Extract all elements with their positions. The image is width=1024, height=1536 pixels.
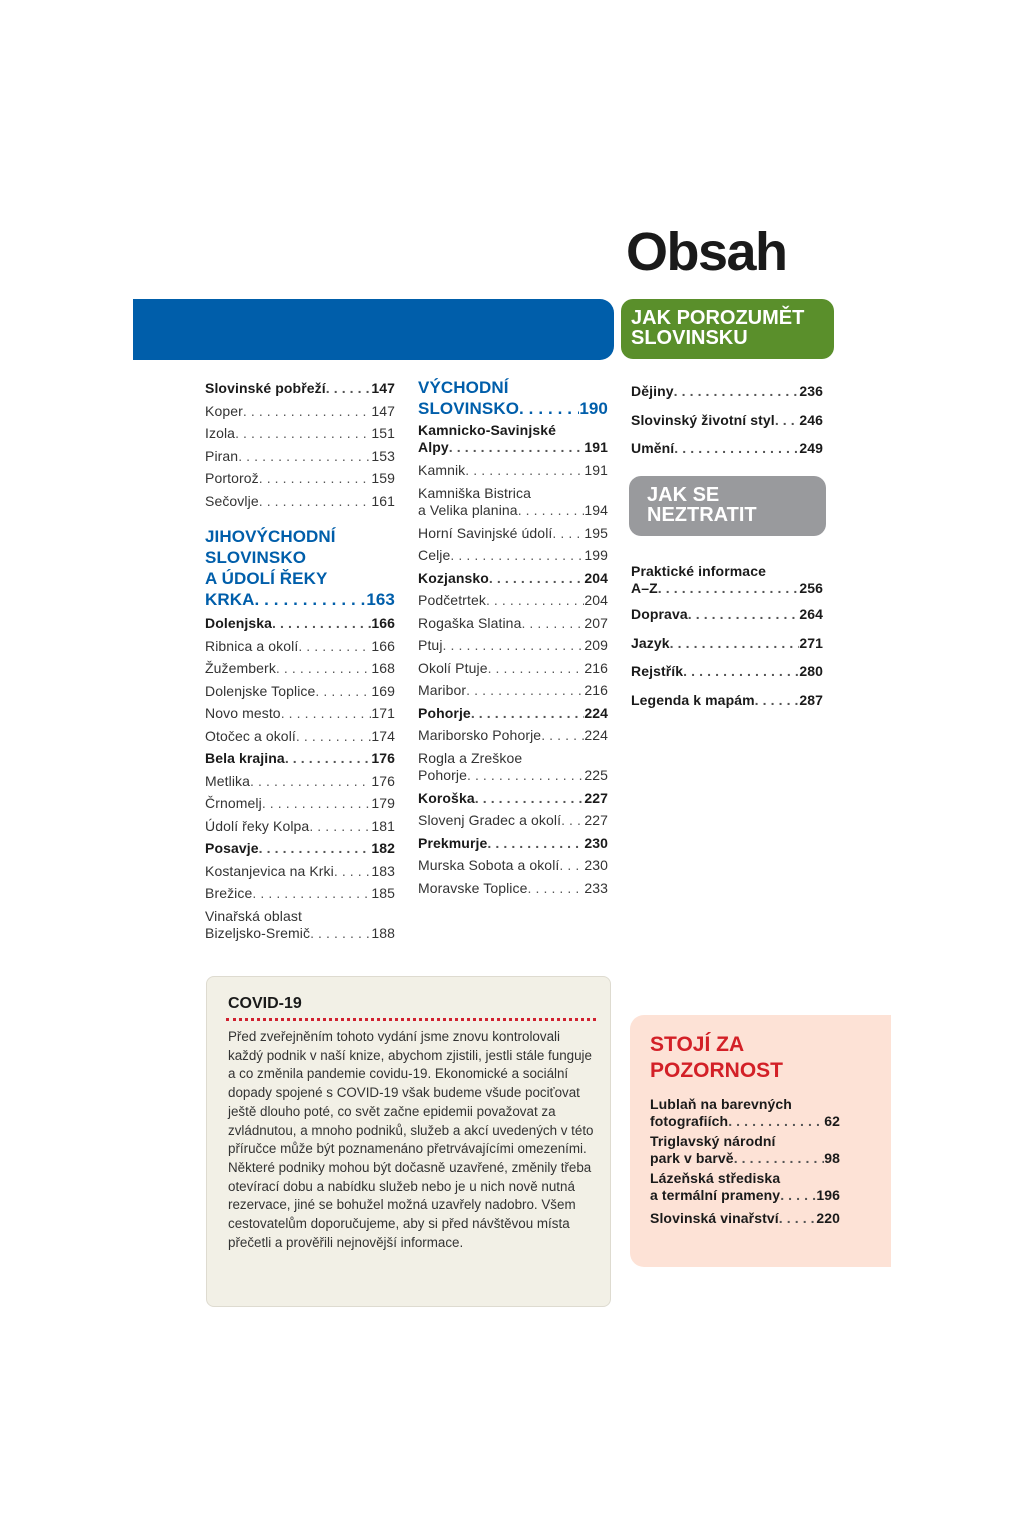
dot-leader	[309, 815, 371, 838]
dot-leader	[243, 400, 371, 423]
toc-page-number: 176	[371, 772, 395, 789]
dot-leader	[559, 854, 584, 877]
toc-entry-two-line[interactable]	[631, 563, 823, 597]
dot-leader	[276, 657, 371, 680]
pill-line: NEZTRATIT	[647, 504, 757, 526]
toc-entry[interactable]	[418, 398, 608, 419]
toc-entry[interactable]	[205, 770, 395, 793]
toc-entry-name: Črnomelj	[205, 795, 262, 811]
section-color-bar	[133, 299, 614, 360]
toc-entry-name-line: Vinařská oblast	[205, 907, 302, 924]
toc-column-3-survival	[631, 560, 823, 714]
toc-entry-name: Kostanjevica na Krki	[205, 862, 334, 879]
toc-entry-name: Piran	[205, 447, 239, 464]
toc-entry[interactable]	[418, 854, 608, 877]
toc-page-number: 183	[371, 862, 395, 879]
toc-entry-name: SLOVINSKO	[418, 399, 520, 418]
dot-leader	[489, 567, 584, 590]
toc-page-number: 280	[799, 663, 823, 679]
toc-entry-name: Kamnik	[418, 462, 466, 478]
toc-entry[interactable]	[205, 837, 395, 860]
toc-page-number: 199	[584, 547, 608, 563]
dot-leader	[326, 377, 372, 400]
toc-page-number: 161	[371, 492, 395, 509]
toc-entry-name: KRKA	[205, 590, 255, 609]
toc-entry-two-line[interactable]	[650, 1096, 840, 1130]
toc-entry-name: Maribor	[418, 682, 467, 698]
toc-entry[interactable]	[418, 634, 608, 657]
toc-entry-name: Umění	[631, 440, 675, 456]
dot-leader	[779, 1207, 817, 1229]
dot-leader	[488, 657, 585, 680]
toc-entry-name: Bizeljsko-Sremič	[205, 924, 311, 941]
toc-entry[interactable]	[205, 589, 395, 610]
toc-entry-name-line: Lublaň na barevných	[650, 1096, 792, 1112]
dot-leader	[465, 459, 584, 482]
toc-page-number: 216	[584, 659, 608, 676]
toc-page-number: 62	[824, 1113, 840, 1129]
toc-page-number: 194	[584, 501, 608, 518]
toc-entry[interactable]	[205, 860, 395, 883]
toc-page-number: 204	[584, 592, 608, 608]
toc-entry[interactable]	[418, 809, 608, 832]
toc-page-number: 188	[371, 924, 395, 941]
toc-entry-name: Murska Sobota a okolí	[418, 857, 560, 873]
toc-page-number: 191	[584, 462, 608, 478]
toc-entry[interactable]	[418, 679, 608, 702]
toc-entry-name: Metlika	[205, 772, 251, 789]
toc-page-number: 233	[584, 879, 608, 896]
toc-page-number: 190	[579, 399, 608, 418]
toc-entry-two-line[interactable]	[418, 750, 608, 784]
section-heading-line: SLOVINSKO	[205, 548, 307, 567]
toc-page-number: 224	[584, 704, 608, 721]
toc-entry[interactable]	[205, 815, 395, 838]
dot-leader	[475, 787, 585, 810]
toc-entry[interactable]	[418, 459, 608, 482]
toc-entry-name: Otočec a okolí	[205, 727, 296, 744]
toc-entry[interactable]	[418, 877, 608, 900]
dot-leader	[285, 747, 372, 770]
toc-page-number: 169	[371, 682, 395, 699]
spacer	[205, 512, 395, 526]
toc-entry[interactable]	[205, 400, 395, 423]
dot-leader	[670, 629, 800, 658]
toc-entry-name: Koper	[205, 402, 243, 419]
toc-entry-name: Moravske Toplice	[418, 879, 528, 896]
dot-leader	[467, 767, 584, 784]
dot-leader	[443, 634, 585, 657]
dot-leader	[450, 544, 584, 567]
dot-leader	[541, 724, 584, 747]
dot-leader	[728, 1113, 824, 1130]
toc-entry[interactable]	[205, 422, 395, 445]
toc-entry-name: Rejstřík	[631, 663, 684, 679]
toc-entry-name: Sečovlje	[205, 492, 259, 509]
toc-entry-name: Žužemberk	[205, 660, 276, 676]
pill-line: JAK POROZUMĚT	[631, 307, 805, 329]
toc-entry[interactable]	[631, 629, 823, 658]
toc-entry-name: Ribnica a okolí	[205, 637, 299, 654]
dot-leader	[486, 589, 584, 612]
toc-entry-name: Prekmurje	[418, 834, 488, 851]
toc-entry-name: Izola	[205, 425, 236, 441]
toc-entry[interactable]	[631, 600, 823, 629]
dotted-divider	[226, 1018, 596, 1021]
toc-entry-name: Jazyk	[631, 634, 670, 651]
pill-line: JAK SE	[647, 484, 720, 506]
dot-leader	[310, 925, 371, 942]
toc-entry[interactable]	[418, 589, 608, 612]
toc-entry-name-line: Triglavský národní	[650, 1133, 776, 1149]
toc-page-number: 176	[371, 750, 395, 766]
toc-page-number: 147	[371, 402, 395, 419]
toc-page-number: 227	[584, 812, 608, 828]
toc-page-number: 147	[371, 380, 395, 396]
toc-page-number: 204	[584, 569, 608, 586]
highlights-title-line: POZORNOST	[650, 1059, 784, 1082]
dot-leader	[296, 725, 371, 748]
toc-page-number: 271	[799, 634, 823, 651]
toc-entry-name: Dolenjske Toplice	[205, 682, 316, 699]
toc-entry[interactable]	[205, 792, 395, 815]
dot-leader	[528, 877, 585, 900]
toc-entry-name: a termální prameny	[650, 1187, 781, 1203]
dot-leader	[658, 580, 800, 597]
toc-entry-name: Slovenj Gradec a okolí	[418, 812, 562, 828]
toc-section-heading[interactable]	[205, 526, 395, 610]
toc-entry[interactable]	[205, 467, 395, 490]
toc-entry-two-line[interactable]	[418, 422, 608, 456]
toc-page-number: 207	[584, 614, 608, 631]
highlights-title-line: STOJÍ ZA	[650, 1033, 745, 1056]
toc-entry-name-line: Praktické informace	[631, 563, 766, 579]
dot-leader	[259, 490, 372, 513]
toc-entry[interactable]	[205, 725, 395, 748]
toc-entry-name: Koroška	[418, 789, 475, 806]
toc-entry[interactable]	[205, 680, 395, 703]
dot-leader	[487, 832, 584, 855]
section-heading-line: A ÚDOLÍ ŘEKY	[205, 569, 328, 588]
dot-leader	[466, 679, 584, 702]
toc-entry[interactable]	[205, 635, 395, 658]
toc-entry-name: park v barvě	[650, 1150, 734, 1166]
toc-entry-name: Okolí Ptuje	[418, 659, 488, 676]
toc-page-number: 287	[799, 691, 823, 708]
toc-page-number: 163	[366, 590, 395, 609]
toc-entry[interactable]	[205, 490, 395, 513]
toc-page-number: 185	[371, 885, 395, 901]
toc-entry[interactable]	[205, 445, 395, 468]
toc-page-number: 151	[371, 425, 395, 441]
toc-entry-two-line[interactable]	[650, 1133, 840, 1167]
toc-page-number: 220	[816, 1210, 840, 1226]
dot-leader	[238, 445, 371, 468]
toc-entry-name: Alpy	[418, 439, 449, 455]
toc-entry-two-line[interactable]	[205, 908, 395, 942]
toc-entry-name: A–Z	[631, 580, 658, 596]
toc-entry-name: Doprava	[631, 606, 688, 622]
toc-page-number: 168	[371, 660, 395, 676]
toc-entry[interactable]	[650, 1113, 840, 1130]
dot-leader	[449, 439, 585, 456]
dot-leader	[674, 377, 800, 406]
dot-leader	[315, 680, 371, 703]
dot-leader	[674, 434, 799, 463]
toc-entry[interactable]	[631, 434, 823, 463]
toc-page-number: 171	[371, 705, 395, 721]
toc-entry[interactable]	[205, 882, 395, 905]
toc-page-number: 181	[371, 817, 395, 834]
toc-entry-name: Mariborsko Pohorje	[418, 727, 542, 743]
toc-entry-name: Slovinský životní styl	[631, 411, 775, 428]
toc-entry-name: Celje	[418, 547, 451, 563]
toc-entry[interactable]	[205, 657, 395, 680]
dot-leader	[683, 657, 799, 686]
dot-leader	[259, 467, 372, 490]
toc-page-number: 166	[371, 615, 395, 631]
toc-entry-name-line: Lázeňská střediska	[650, 1170, 781, 1186]
toc-entry-name: a Velika planina	[418, 501, 518, 518]
covid-text: Před zveřejněním tohoto vydání jsme znovu kontrolovali každý podnik v naší knize, abychom zjistili, jestli stále funguje a co změnila pandemie covidu-19. Ekonomické a sociální dopady spojené s COVID-19 však budeme všude pociťovat ještě dlouho poté, co svět začne epidemii považovat za zvládnutou, a mnoho podniků, služeb a akcí uvedených v této příručce může být poznamenáno přetrvávajícími omezeními. Některé podniky mohou být dočasně uzavřené, změnily třeba otevírací dobu a nabídku služeb nebo je u nich nově nutná rezervace, jiné se bohužel možná uzavřely nadobro. Všem cestovatelům doporučujeme, aby si před návštěvou místa přečetli a prověřili nejnovější informace.	[228, 1029, 594, 1250]
toc-entry[interactable]	[418, 724, 608, 747]
toc-entry-name: Bela krajina	[205, 750, 285, 766]
toc-section-heading[interactable]	[418, 377, 608, 419]
toc-entry[interactable]	[650, 1187, 840, 1204]
toc-entry-name: Dolenjska	[205, 615, 273, 631]
toc-entry-name: Údolí řeky Kolpa	[205, 817, 310, 834]
toc-entry-name: Horní Savinjské údolí	[418, 524, 553, 541]
dot-leader	[298, 635, 371, 658]
toc-entry-name-line: Kamniška Bistrica	[418, 484, 531, 501]
toc-entry-name: Slovinská vinařství	[650, 1210, 779, 1226]
toc-entry[interactable]	[631, 377, 823, 406]
toc-entry-name: Brežice	[205, 885, 253, 901]
toc-entry-name: Pohorje	[418, 704, 471, 721]
toc-entry[interactable]	[418, 767, 608, 784]
section-pill-getting-around	[629, 476, 826, 536]
toc-page-number: 209	[584, 637, 608, 653]
toc-entry[interactable]	[205, 612, 395, 635]
toc-page-number: 230	[584, 857, 608, 873]
toc-entry-name: Kozjansko	[418, 569, 489, 586]
toc-column-3-understand	[631, 377, 823, 463]
toc-entry[interactable]	[418, 567, 608, 590]
dot-leader	[255, 589, 367, 610]
toc-entry[interactable]	[418, 702, 608, 725]
dot-leader	[272, 612, 371, 635]
dot-leader	[259, 837, 372, 860]
dot-leader	[235, 422, 371, 445]
toc-entry[interactable]	[205, 925, 395, 942]
toc-entry-name: Rogaška Slatina	[418, 614, 522, 631]
toc-page-number: 98	[824, 1150, 840, 1166]
toc-entry-name: Novo mesto	[205, 705, 281, 721]
dot-leader	[262, 792, 372, 815]
pill-line: SLOVINSKU	[631, 327, 748, 349]
toc-page-number: 249	[799, 440, 823, 456]
dot-leader	[755, 686, 800, 715]
dot-leader	[521, 612, 584, 635]
toc-entry[interactable]	[650, 1207, 840, 1229]
toc-entry[interactable]	[418, 657, 608, 680]
toc-entry-name: Pohorje	[418, 766, 467, 783]
toc-entry[interactable]	[205, 377, 395, 400]
toc-entry-two-line[interactable]	[418, 485, 608, 519]
section-heading-line: JIHOVÝCHODNÍ	[205, 527, 336, 546]
toc-page-number: 225	[584, 766, 608, 783]
toc-entry-name-line: Rogla a Zreškoe	[418, 749, 523, 766]
dot-leader	[561, 809, 584, 832]
toc-page-number: 182	[371, 840, 395, 856]
dot-leader	[775, 406, 800, 435]
dot-leader	[334, 860, 371, 883]
toc-page-number: 264	[799, 606, 823, 622]
toc-entry[interactable]	[631, 686, 823, 715]
toc-entry[interactable]	[631, 580, 823, 597]
toc-entry-name: Portorož	[205, 470, 259, 486]
toc-entry[interactable]	[418, 522, 608, 545]
toc-page-number: 196	[816, 1187, 840, 1203]
toc-page-number: 174	[371, 727, 395, 744]
toc-page-number: 246	[799, 411, 823, 428]
toc-page-number: 191	[584, 439, 608, 455]
toc-column-2	[418, 377, 608, 899]
toc-entry-name: Dějiny	[631, 383, 674, 399]
toc-entry[interactable]	[205, 702, 395, 725]
toc-entry-name: Ptuj	[418, 637, 443, 653]
toc-entry-two-line[interactable]	[650, 1170, 840, 1204]
dot-leader	[519, 398, 579, 419]
dot-leader	[518, 502, 585, 519]
toc-entry[interactable]	[650, 1150, 840, 1167]
toc-page-number: 236	[799, 383, 823, 399]
toc-page-number: 159	[371, 470, 395, 486]
toc-entry-name: Posavje	[205, 840, 259, 856]
dot-leader	[734, 1150, 825, 1167]
toc-page-number: 256	[799, 580, 823, 596]
section-pill-understand	[621, 299, 834, 359]
toc-page-number: 179	[371, 795, 395, 811]
dot-leader	[471, 702, 585, 725]
toc-page-number: 216	[584, 682, 608, 698]
toc-entry-name-line: Kamnicko-Savinjské	[418, 422, 556, 438]
toc-page-number: 224	[584, 727, 608, 743]
toc-entry[interactable]	[418, 502, 608, 519]
page-title: Obsah	[626, 222, 787, 282]
toc-column-1	[205, 377, 395, 945]
toc-entry[interactable]	[418, 544, 608, 567]
dot-leader	[281, 702, 372, 725]
toc-entry-name: fotografiích	[650, 1113, 729, 1129]
dot-leader	[552, 522, 584, 545]
toc-page-number: 166	[371, 637, 395, 654]
toc-entry[interactable]	[418, 832, 608, 855]
toc-entry[interactable]	[418, 787, 608, 810]
section-heading-line: VÝCHODNÍ	[418, 378, 509, 397]
toc-entry[interactable]	[418, 612, 608, 635]
dot-leader	[688, 600, 800, 629]
toc-entry[interactable]	[418, 439, 608, 456]
dot-leader	[250, 770, 371, 793]
toc-page-number: 153	[371, 447, 395, 464]
toc-entry-name: Podčetrtek	[418, 592, 486, 608]
toc-entry[interactable]	[631, 657, 823, 686]
toc-page-number: 195	[584, 524, 608, 541]
toc-entry[interactable]	[631, 406, 823, 435]
covid-title: COVID-19	[228, 995, 302, 1012]
toc-entry-name: Slovinské pobřeží	[205, 380, 326, 396]
toc-page-number: 227	[584, 789, 608, 806]
highlights-list	[650, 1093, 840, 1229]
toc-entry-name: Legenda k mapám	[631, 691, 755, 708]
toc-entry[interactable]	[205, 747, 395, 770]
highlights-title	[650, 1032, 783, 1084]
dot-leader	[252, 882, 371, 905]
dot-leader	[780, 1187, 816, 1204]
toc-page-number: 230	[584, 834, 608, 851]
